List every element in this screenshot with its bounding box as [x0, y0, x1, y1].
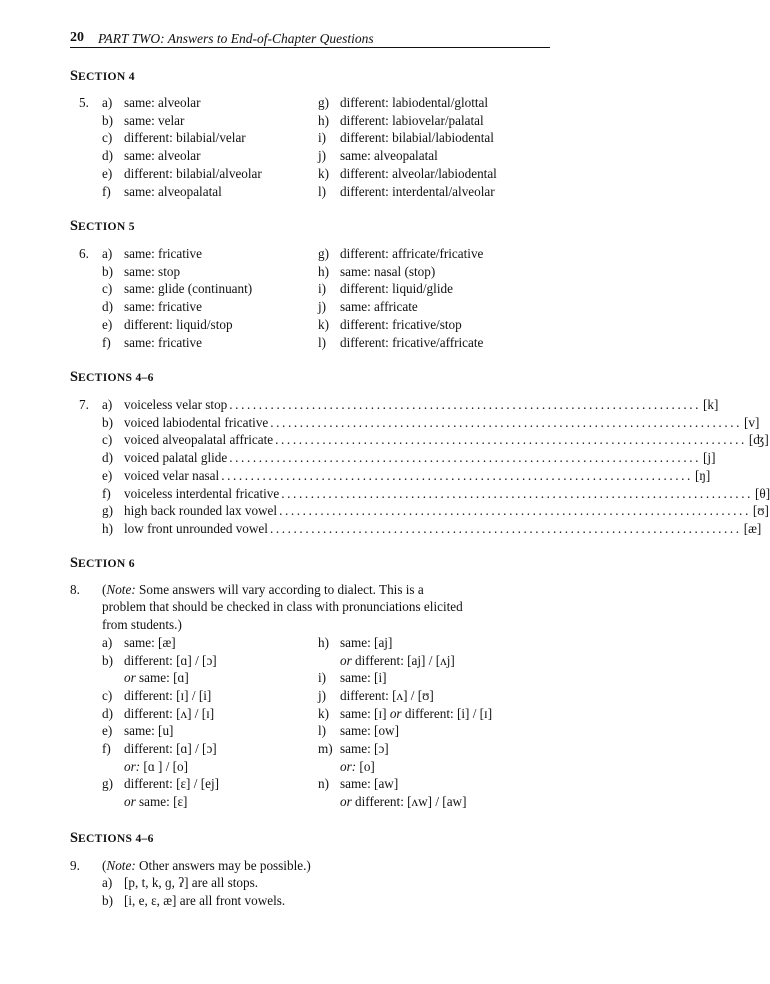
answer-text [340, 183, 495, 201]
answer-value: different: liquid/glide [340, 281, 453, 297]
item-label: c) [102, 432, 113, 448]
page-number: 20 [70, 30, 84, 45]
item-label: k) [318, 165, 329, 181]
item-label: f) [102, 740, 111, 756]
description-text: voiced palatal glide [124, 450, 228, 466]
item-label: b) [102, 892, 113, 908]
item-label: a) [102, 246, 113, 261]
ipa-symbol: [θ] [755, 485, 770, 501]
answer-text [124, 775, 219, 793]
answer-value: different: interdental/alveolar [340, 183, 495, 199]
item-label: a) [102, 875, 113, 890]
answer-value: same: [i] [340, 670, 387, 686]
item-label: f) [102, 485, 111, 501]
answer-text [340, 165, 497, 183]
answer-value: same: [aw] [340, 776, 399, 792]
question-number: 5. [79, 95, 89, 110]
answer-qualifier: or: [340, 758, 357, 774]
answer-text [124, 298, 202, 316]
answer-value: same: [ɪ] [340, 705, 390, 721]
dot-leader: ................................................................................ [270, 414, 743, 430]
item-label: f) [102, 183, 111, 199]
item-label: j) [318, 299, 327, 315]
answer-value: same: velar [124, 112, 185, 128]
description-row [124, 520, 762, 538]
answer-value: different: [ɛ] / [ej] [124, 776, 219, 792]
dot-leader: ................................................................................ [279, 503, 751, 519]
answer-value: different: [ʌ] / [ʊ] [340, 687, 434, 703]
item-label: e) [102, 316, 113, 332]
answer-value: different: bilabial/labiodental [340, 130, 494, 146]
answer-value: [p, t, k, ɡ, ʔ] are all stops. [124, 875, 259, 890]
note-line: (Note: Other answers may be possible.) [102, 858, 311, 873]
item-label: h) [318, 263, 329, 279]
dot-leader: ................................................................................ [281, 485, 753, 501]
dot-leader: ................................................................................ [269, 520, 742, 536]
answer-value: same: [u] [124, 723, 174, 739]
description-text: voiced velar nasal [124, 467, 220, 483]
ipa-symbol: [j] [703, 450, 716, 466]
item-label: i) [318, 130, 327, 146]
item-label: d) [102, 148, 113, 164]
item-label: d) [102, 299, 113, 315]
dot-leader: ................................................................................ [221, 467, 693, 483]
answer-value: same: fricative [124, 246, 202, 261]
answer-text [340, 94, 488, 112]
dot-leader: ................................................................................ [229, 450, 702, 466]
answer-value: same: affricate [340, 299, 418, 315]
answer-value: same: [æ] [124, 635, 176, 650]
ipa-symbol: [ʤ] [748, 432, 769, 448]
item-label: b) [102, 652, 113, 668]
section-heading: SECTION 6 [70, 555, 135, 571]
item-label: g) [102, 503, 113, 519]
answer-text [124, 722, 173, 740]
note-line: problem that should be checked in class with pronunciations elicited [102, 599, 463, 614]
running-title: PART TWO: Answers to End-of-Chapter Questions [98, 31, 374, 46]
answer-value: same: glide (continuant) [124, 281, 253, 297]
ipa-symbol: [ŋ] [694, 467, 711, 483]
item-label: j) [318, 148, 327, 164]
item-label: g) [102, 776, 113, 792]
item-label: k) [318, 316, 329, 332]
answer-value: same: [aj] [340, 635, 393, 650]
answer-text [340, 687, 434, 705]
answer-text [340, 334, 483, 352]
answer-text [340, 793, 466, 811]
item-label: l) [318, 723, 327, 739]
answer-text [124, 874, 258, 892]
answer-value: different: labiovelar/palatal [340, 112, 484, 128]
answer-value: same: alveopalatal [340, 148, 438, 164]
dot-leader: ................................................................................ [275, 432, 747, 448]
item-label: a) [102, 635, 113, 650]
item-label: l) [318, 183, 327, 199]
item-label: e) [102, 723, 113, 739]
answer-value: same: [ɛ] [135, 793, 188, 809]
answer-text [124, 687, 211, 705]
question-number: 9. [70, 858, 80, 873]
answer-text [124, 758, 188, 776]
item-label: i) [318, 281, 327, 297]
answer-text [340, 147, 438, 165]
item-label: j) [318, 687, 327, 703]
description-row [124, 467, 711, 485]
answer-value: different: [ʌw] / [aw] [351, 793, 467, 809]
section-heading: SECTION 4 [70, 68, 135, 84]
answer-text [340, 669, 387, 687]
item-label: c) [102, 687, 113, 703]
answer-value: [o] [356, 758, 375, 774]
question-number: 8. [70, 582, 80, 597]
answer-value: same: [ɔ] [340, 740, 389, 756]
answer-text [340, 129, 494, 147]
answer-text [124, 112, 184, 130]
answer-text [340, 652, 455, 670]
answer-text [340, 775, 398, 793]
answer-text [340, 316, 462, 334]
answer-text [124, 165, 262, 183]
item-label: h) [318, 635, 329, 650]
answer-qualifier: or: [124, 758, 141, 774]
description-text: voiced alveopalatal affricate [124, 432, 274, 448]
item-label: i) [318, 670, 327, 686]
item-label: m) [318, 740, 333, 756]
description-row [124, 502, 769, 520]
item-label: a) [102, 95, 113, 110]
answer-value: same: stop [124, 263, 181, 279]
answer-text [124, 705, 214, 723]
answer-value: different: [ɑ] / [ɔ] [124, 740, 217, 756]
dot-leader: ................................................................................ [229, 397, 702, 412]
answer-text [124, 263, 180, 281]
description-row [124, 449, 716, 467]
answer-text [340, 280, 453, 298]
answer-text [340, 758, 375, 776]
answer-text [124, 334, 202, 352]
item-label: g) [318, 95, 329, 110]
item-label: d) [102, 705, 113, 721]
description-row [124, 485, 770, 503]
item-label: e) [102, 165, 113, 181]
answer-text [340, 112, 484, 130]
item-label: k) [318, 705, 329, 721]
item-label: f) [102, 334, 111, 350]
item-label: g) [318, 246, 329, 261]
description-row [124, 431, 769, 449]
question-number: 6. [79, 246, 89, 261]
answer-qualifier: or [124, 670, 136, 686]
section-heading: SECTIONS 4–6 [70, 830, 154, 846]
answer-value: different: bilabial/alveolar [124, 165, 262, 181]
answer-value: [ɑ ] / [o] [140, 758, 189, 774]
description-text: low front unrounded vowel [124, 520, 268, 536]
answer-value: different: fricative/affricate [340, 334, 484, 350]
answer-text [124, 245, 202, 263]
item-label: a) [102, 397, 113, 412]
description-row [124, 414, 760, 432]
answer-text [124, 740, 217, 758]
answer-text [124, 94, 201, 112]
answer-text [124, 652, 217, 670]
description-text: voiceless velar stop [124, 397, 228, 412]
section-heading: SECTION 5 [70, 218, 135, 234]
answer-text [124, 316, 233, 334]
answer-value: different: bilabial/velar [124, 130, 246, 146]
answer-value: different: [ʌ] / [ɪ] [124, 705, 215, 721]
answer-value: different: fricative/stop [340, 316, 462, 332]
description-row [124, 396, 719, 414]
answer-value: different: [i] / [ɪ] [401, 705, 493, 721]
answer-value: same: alveolar [124, 95, 201, 110]
answer-value: same: alveopalatal [124, 183, 222, 199]
answer-text [124, 147, 201, 165]
item-label: c) [102, 281, 113, 297]
answer-value: different: affricate/fricative [340, 246, 484, 261]
answer-qualifier: or [389, 705, 402, 721]
answer-text [124, 280, 252, 298]
answer-value: same: fricative [124, 334, 202, 350]
item-label: d) [102, 450, 113, 466]
answer-qualifier: or [340, 793, 352, 809]
answer-text [124, 793, 187, 811]
question-number: 7. [79, 397, 89, 412]
answer-value: different: alveolar/labiodental [340, 165, 497, 181]
item-label: h) [102, 520, 113, 536]
answer-value: same: [ɑ] [135, 670, 189, 686]
answer-value: different: [ɑ] / [ɔ] [124, 652, 217, 668]
answer-value: same: alveolar [124, 148, 201, 164]
answer-text [124, 892, 285, 910]
answer-text [340, 245, 483, 263]
answer-text [124, 669, 189, 687]
running-header [70, 29, 550, 48]
answer-value: same: fricative [124, 299, 202, 315]
item-label: n) [318, 776, 329, 792]
ipa-symbol: [k] [703, 397, 719, 412]
ipa-symbol: [ʊ] [752, 503, 769, 519]
answer-value: different: liquid/stop [124, 316, 233, 332]
item-label: b) [102, 414, 113, 430]
answer-text [124, 183, 222, 201]
answer-text [340, 298, 418, 316]
item-label: e) [102, 467, 113, 483]
description-text: voiced labiodental fricative [124, 414, 269, 430]
note-line: (Note: Some answers will vary according to dialect. This is a [102, 582, 424, 597]
item-label: c) [102, 130, 113, 146]
answer-text [340, 722, 399, 740]
answer-value: different: [ɪ] / [i] [124, 687, 212, 703]
description-text: voiceless interdental fricative [124, 485, 280, 501]
answer-text [340, 263, 435, 281]
answer-text [124, 129, 246, 147]
answer-text [340, 634, 392, 652]
ipa-symbol: [æ] [743, 520, 762, 536]
ipa-symbol: [v] [744, 414, 760, 430]
answer-value: different: [aj] / [ʌj] [351, 652, 455, 668]
answer-text [340, 740, 389, 758]
item-label: h) [318, 112, 329, 128]
answer-text [124, 634, 176, 652]
answer-value: same: [ow] [340, 723, 399, 739]
description-text: high back rounded lax vowel [124, 503, 278, 519]
item-label: b) [102, 263, 113, 279]
answer-text [340, 705, 492, 723]
answer-qualifier: or [340, 652, 352, 668]
item-label: b) [102, 112, 113, 128]
answer-value: same: nasal (stop) [340, 263, 436, 279]
answer-value: different: labiodental/glottal [340, 95, 489, 110]
answer-value: [i, e, ɛ, æ] are all front vowels. [124, 892, 286, 908]
section-heading: SECTIONS 4–6 [70, 369, 154, 385]
answer-qualifier: or [124, 793, 136, 809]
item-label: l) [318, 334, 327, 350]
note-line: from students.) [102, 617, 182, 632]
